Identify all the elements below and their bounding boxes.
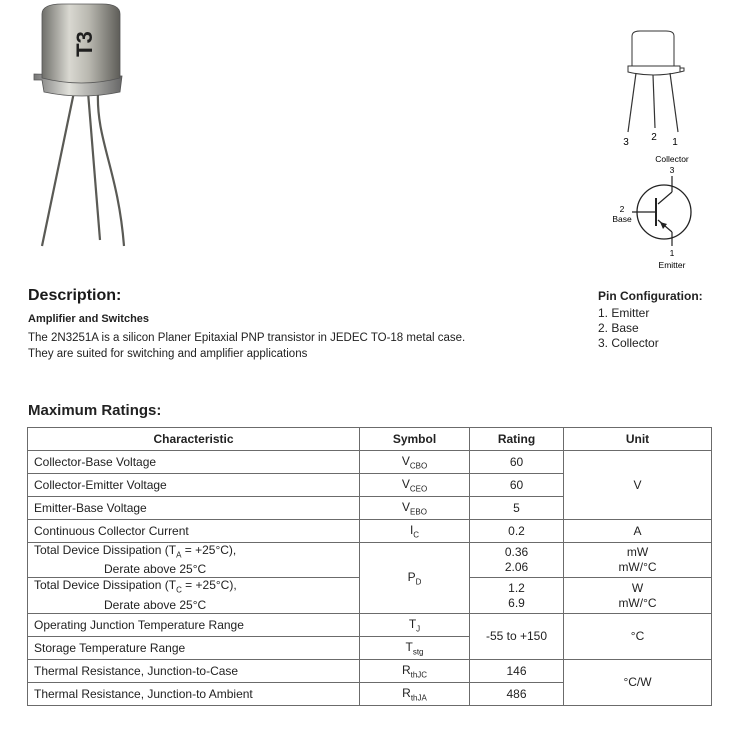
symbol-cell: $V_{EBO}$ [360,497,470,520]
outline-pin-label: 3 [623,137,629,148]
characteristic-cell: Collector-Emitter Voltage [28,474,360,497]
maximum-ratings-heading: Maximum Ratings: [28,402,162,419]
unit-cell: W mW/°C [564,578,712,613]
unit-cell: °C/W [564,659,712,705]
characteristic-cell: Emitter-Base Voltage [28,497,360,520]
rating-cell: 5 [470,497,564,520]
characteristic-cell: Collector-Base Voltage [28,451,360,474]
pnp-schematic-symbol [600,150,710,275]
pin-item-base: 2. Base [598,321,639,335]
base-label: Base [612,214,632,224]
symbol-cell: $P_D$ [360,543,470,614]
column-header: Rating [470,428,564,451]
pin-item-emitter: 1. Emitter [598,306,650,320]
package-outline-drawing [600,28,710,150]
rating-cell: 1.2 6.9 [470,578,564,613]
collector-pin: 3 [669,165,675,175]
column-header: Unit [564,428,712,451]
characteristic-cell: Total Device Dissipation $(T_C = +25^\circ C)$, Derate above 25°C [28,578,360,613]
table-row [28,543,712,578]
emitter-pin: 1 [669,248,675,258]
symbol-cell: $T_{stg}$ [360,636,470,659]
description-heading: Description: [28,287,122,304]
symbol-cell: $T_J$ [360,613,470,636]
unit-cell: V [564,451,712,520]
rating-cell: 60 [470,474,564,497]
description-text: The 2N3251A is a silicon Planer Epitaxial PNP transistor in JEDEC TO-18 metal case. They are suited for switching and amplifier applications [28,332,466,360]
symbol-cell: $R_{thJA}$ [360,682,470,705]
characteristic-cell: Operating Junction Temperature Range [28,613,360,636]
characteristic-cell: Thermal Resistance, Junction-to-Case [28,659,360,682]
table-header-row [28,428,712,451]
table-row [28,520,712,543]
can-marking: T3 [72,31,97,57]
base-pin: 2 [619,204,625,214]
pin-configuration-heading: Pin Configuration: [598,289,703,303]
column-header: Symbol [360,428,470,451]
outline-pin-label: 2 [651,132,657,143]
rating-cell: 146 [470,659,564,682]
maximum-ratings-table [27,427,712,706]
symbol-cell: $I_C$ [360,520,470,543]
characteristic-cell: Thermal Resistance, Junction-to Ambient [28,682,360,705]
rating-cell: 0.2 [470,520,564,543]
pin-configuration-list [598,306,659,351]
symbol-cell: $V_{CEO}$ [360,474,470,497]
symbol-cell: $V_{CBO}$ [360,451,470,474]
table-row [28,451,712,474]
symbol-cell: $R_{thJC}$ [360,659,470,682]
collector-label: Collector [655,154,689,164]
characteristic-cell: Continuous Collector Current [28,520,360,543]
rating-cell: 0.36 2.06 [470,543,564,578]
description-subheading: Amplifier and Switches [28,313,150,325]
unit-cell: A [564,520,712,543]
unit-cell: °C [564,613,712,659]
transistor-photo [22,0,132,252]
table-row [28,659,712,682]
pin-item-collector: 3. Collector [598,336,659,350]
table-row [28,613,712,636]
outline-pin-label: 1 [672,137,678,148]
column-header: Characteristic [28,428,360,451]
rating-cell: 60 [470,451,564,474]
emitter-label: Emitter [658,260,686,270]
characteristic-cell: Storage Temperature Range [28,636,360,659]
unit-cell: mW mW/°C [564,543,712,578]
rating-cell: -55 to +150 [470,613,564,659]
rating-cell: 486 [470,682,564,705]
characteristic-cell: Total Device Dissipation $(T_A = +25^\circ C)$, Derate above 25°C [28,543,360,578]
